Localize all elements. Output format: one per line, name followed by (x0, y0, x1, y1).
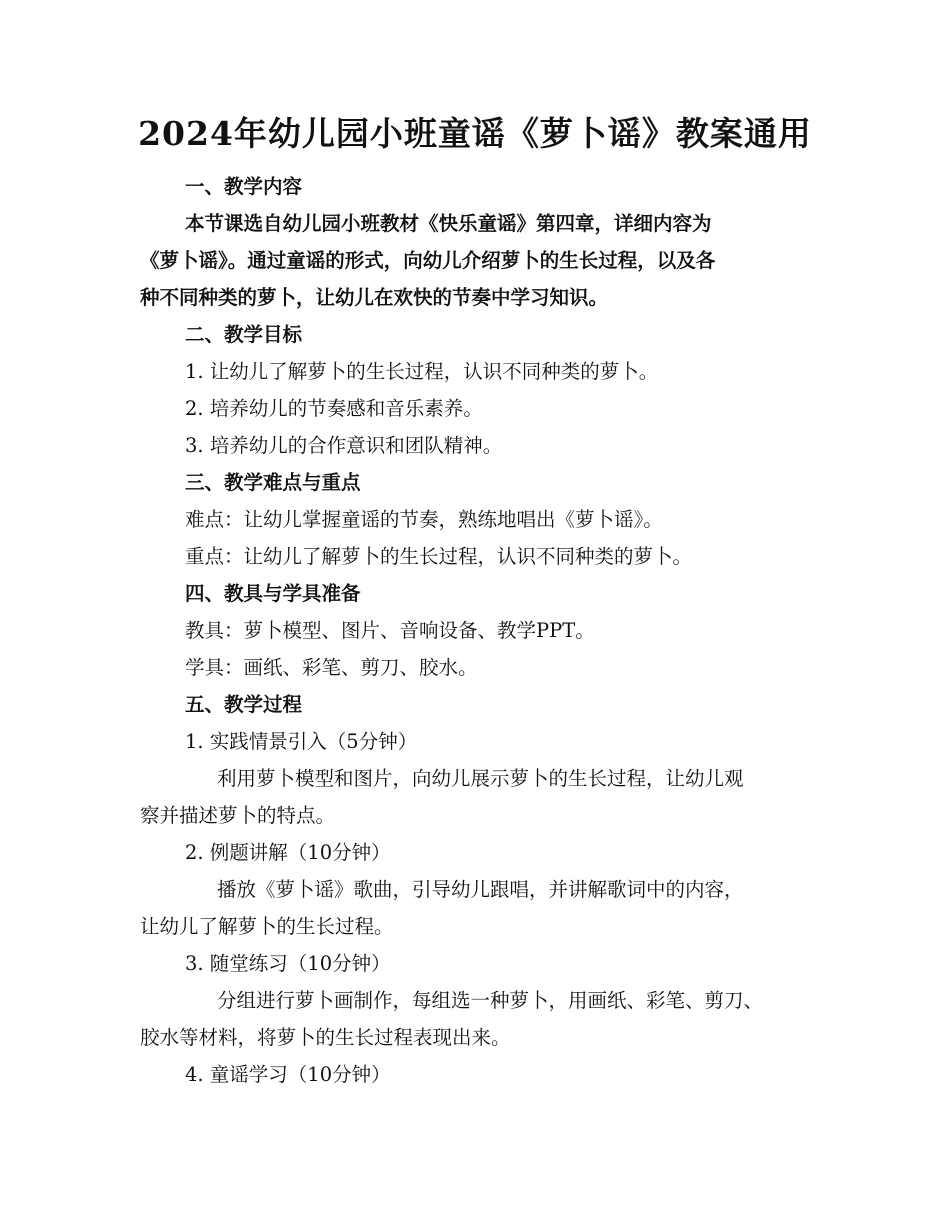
document-title: 2024年幼儿园小班童谣《萝卜谣》教案通用 (138, 114, 812, 153)
document-heading-line: 三、教学难点与重点 (185, 471, 361, 494)
document-text-line: 教具：萝卜模型、图片、音响设备、教学PPT。 (185, 619, 595, 642)
document-text-line: 1. 实践情景引入（5分钟） (185, 730, 418, 753)
document-heading-line: 一、教学内容 (185, 175, 303, 198)
document-text-line: 3. 随堂练习（10分钟） (185, 952, 391, 975)
document-text-line: 2. 例题讲解（10分钟） (185, 841, 391, 864)
document-text-line: 1. 让幼儿了解萝卜的生长过程，认识不同种类的萝卜。 (185, 360, 659, 383)
document-heading-line: 本节课选自幼儿园小班教材《快乐童谣》第四章，详细内容为 (185, 212, 712, 235)
document-text-line: 学具：画纸、彩笔、剪刀、胶水。 (185, 656, 478, 679)
document-heading-line: 二、教学目标 (185, 323, 303, 346)
document-text-line: 胶水等材料，将萝卜的生长过程表现出来。 (140, 1026, 511, 1049)
document-heading-line: 五、教学过程 (185, 693, 303, 716)
document-text-line: 难点：让幼儿掌握童谣的节奏，熟练地唱出《萝卜谣》。 (185, 508, 663, 531)
document-text-line: 利用萝卜模型和图片，向幼儿展示萝卜的生长过程，让幼儿观 (217, 767, 744, 790)
document-text-line: 让幼儿了解萝卜的生长过程。 (140, 915, 394, 938)
document-text-line: 2. 培养幼儿的节奏感和音乐素养。 (185, 397, 483, 420)
document-text-line: 4. 童谣学习（10分钟） (185, 1063, 391, 1086)
document-heading-line: 四、教具与学具准备 (185, 582, 361, 605)
document-heading-line: 种不同种类的萝卜，让幼儿在欢快的节奏中学习知识。 (140, 286, 609, 309)
document-body (140, 168, 820, 1093)
document-text-line: 3. 培养幼儿的合作意识和团队精神。 (185, 434, 503, 457)
document-text-line: 重点：让幼儿了解萝卜的生长过程，认识不同种类的萝卜。 (185, 545, 693, 568)
document-text-line: 分组进行萝卜画制作，每组选一种萝卜，用画纸、彩笔、剪刀、 (217, 989, 764, 1012)
document-text-line: 播放《萝卜谣》歌曲，引导幼儿跟唱，并讲解歌词中的内容， (217, 878, 744, 901)
document-text-line: 察并描述萝卜的特点。 (140, 804, 336, 827)
document-heading-line: 《萝卜谣》。通过童谣的形式，向幼儿介绍萝卜的生长过程，以及各 (140, 249, 716, 272)
